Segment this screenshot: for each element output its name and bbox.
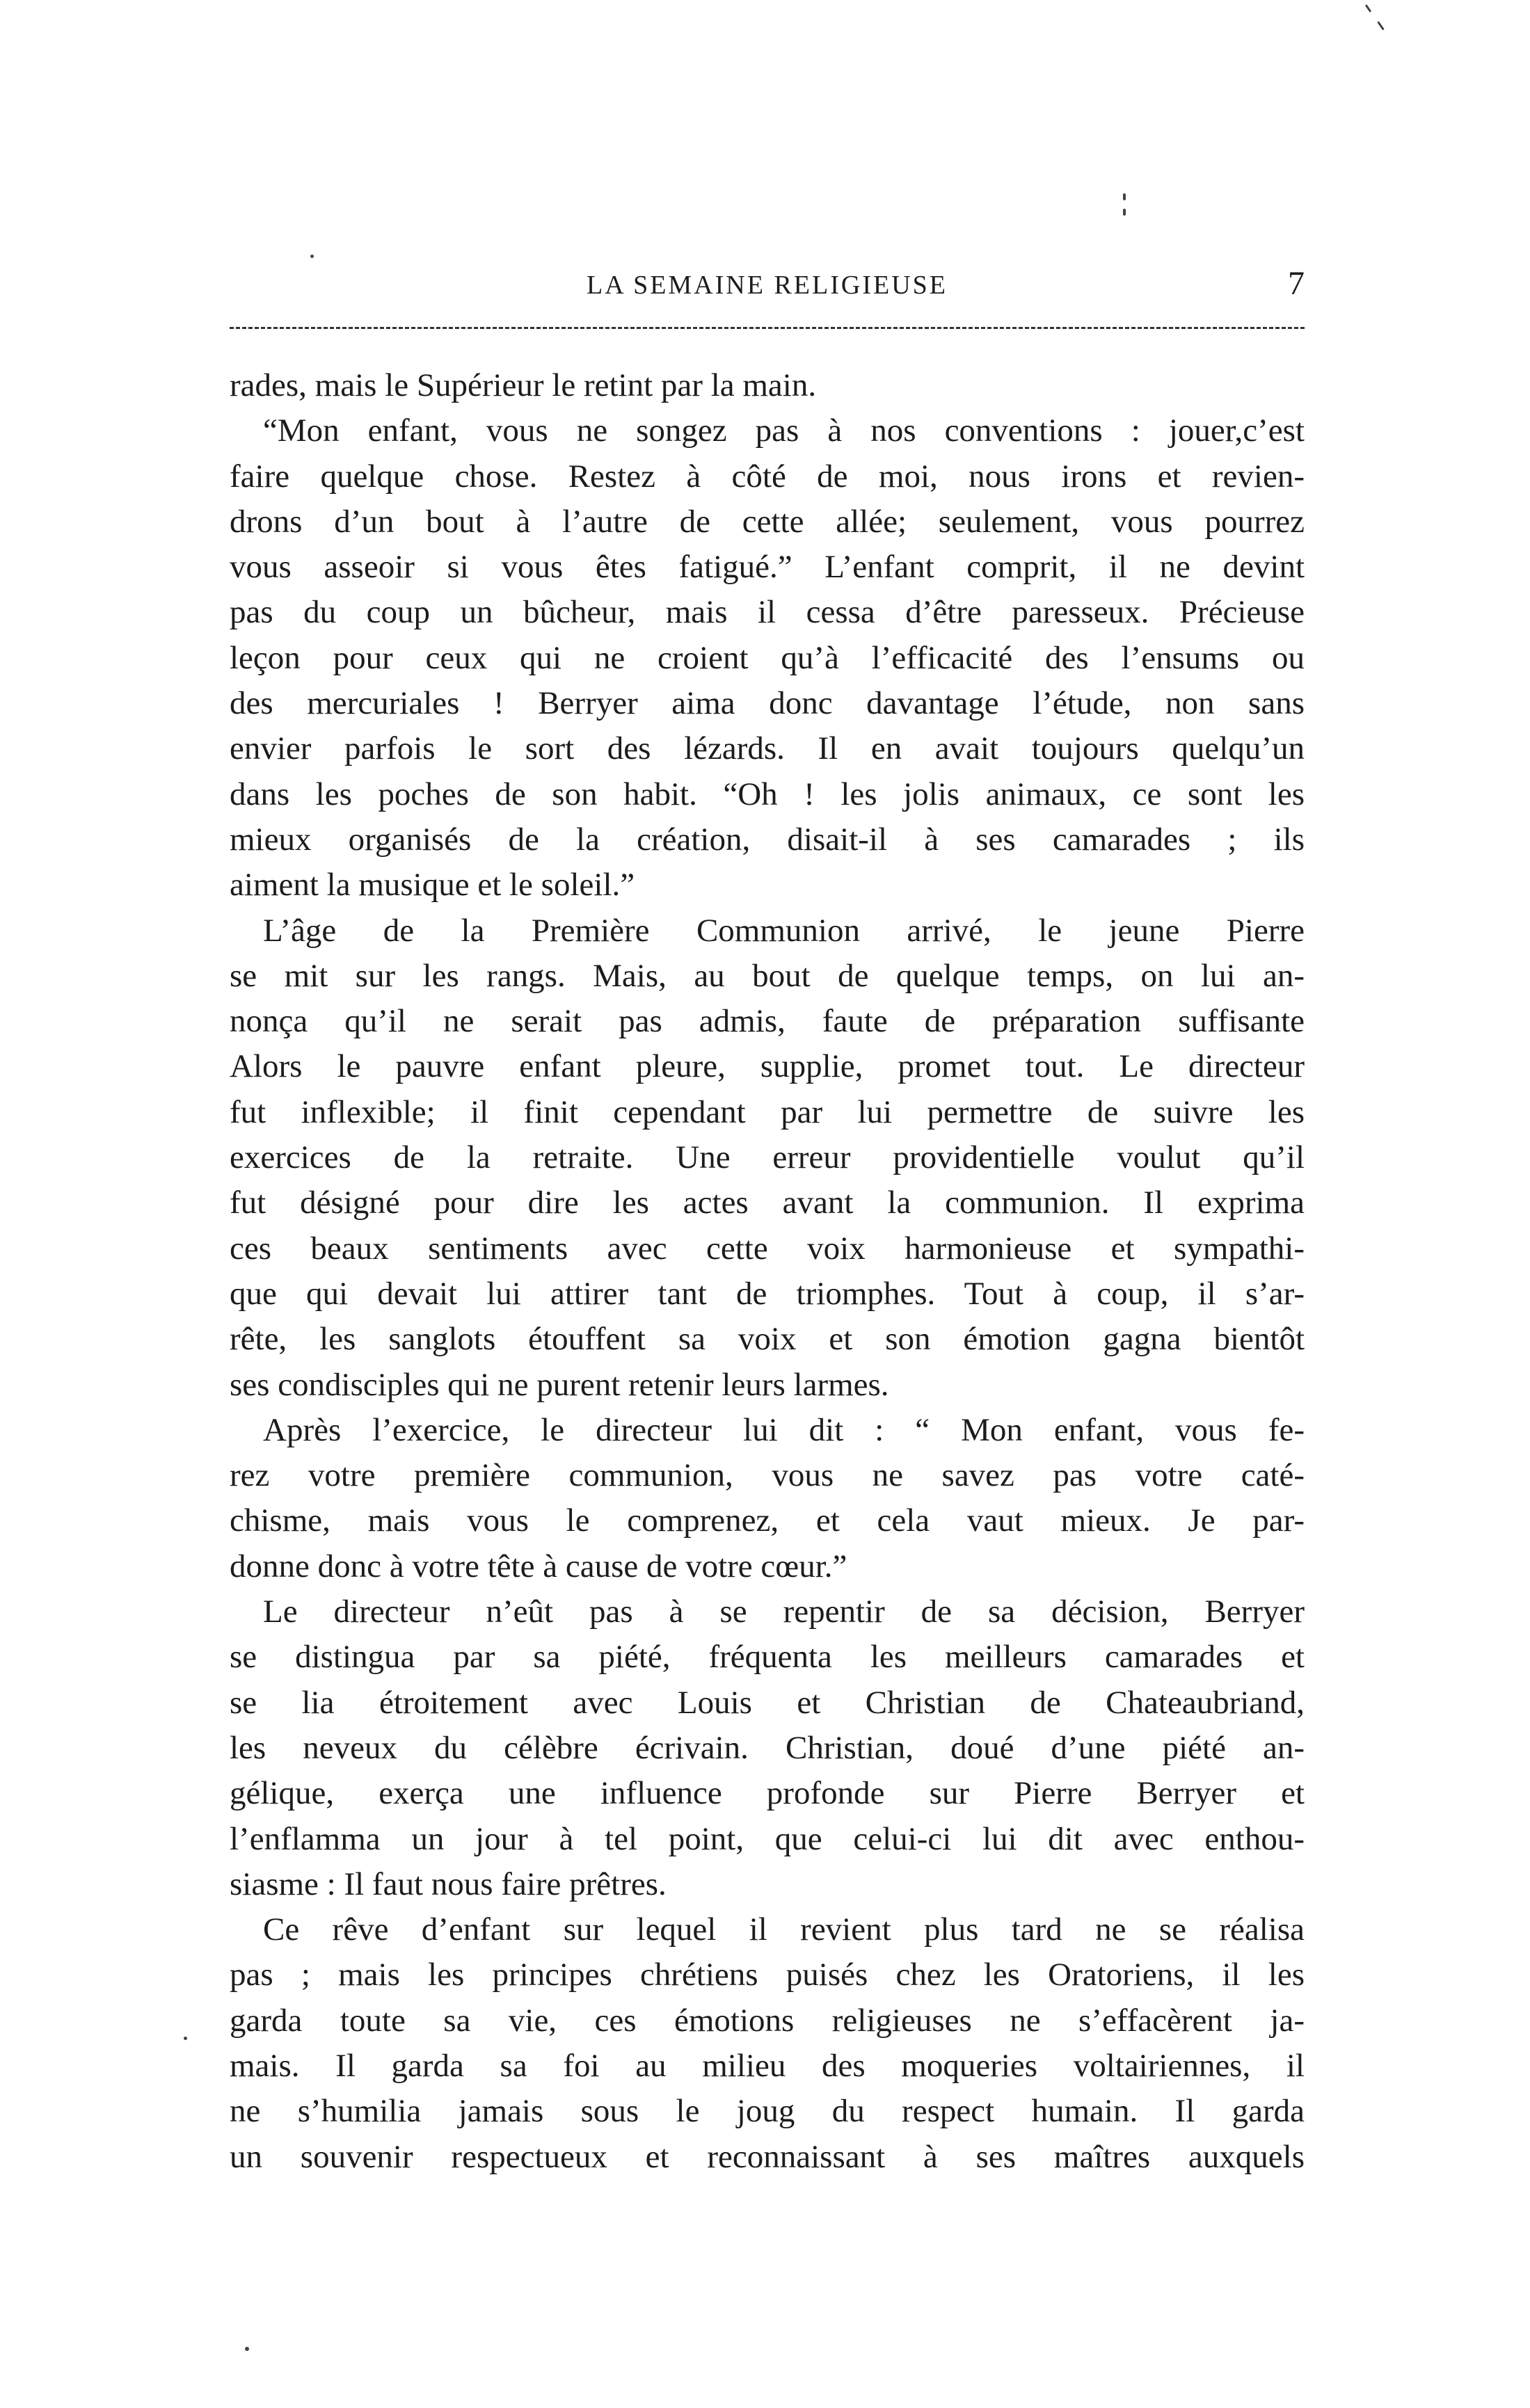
text-line: garda toute sa vie, ces émotions religieuses ne s’effacèrent ja- <box>230 2002 1305 2039</box>
text-line: Alors le pauvre enfant pleure, supplie, promet tout. Le directeur <box>230 1048 1305 1085</box>
text-line: leçon pour ceux qui ne croient qu’à l’efficacité des l’ensums ou <box>230 639 1305 676</box>
scan-speck <box>1123 209 1126 216</box>
scan-speck <box>184 2037 187 2040</box>
text-line: envier parfois le sort des lézards. Il en avait toujours quelqu’un <box>230 730 1305 767</box>
text-line: fut inflexible; il finit cependant par lui permettre de suivre les <box>230 1093 1305 1130</box>
text-line: se mit sur les rangs. Mais, au bout de quelque temps, on lui an- <box>230 957 1305 994</box>
text-line: siasme : Il faut nous faire prêtres. <box>230 1865 667 1902</box>
text-line: mieux organisés de la création, disait-il à ses camarades ; ils <box>230 821 1305 858</box>
text-line: drons d’un bout à l’autre de cette allée; seulement, vous pourrez <box>230 503 1305 540</box>
text-line: gélique, exerça une influence profonde sur Pierre Berryer et <box>230 1775 1305 1812</box>
text-line: pas du coup un bûcheur, mais il cessa d’être paresseux. Précieuse <box>230 594 1305 631</box>
text-line: mais. Il garda sa foi au milieu des moqueries voltairiennes, il <box>230 2047 1305 2084</box>
text-line: donne donc à votre tête à cause de votre cœur.” <box>230 1548 847 1584</box>
text-line: se distingua par sa piété, fréquenta les meilleurs camarades et <box>230 1639 1305 1676</box>
scan-speck <box>1365 4 1371 13</box>
scan-speck <box>1377 21 1384 30</box>
scan-speck <box>310 255 314 258</box>
text-line: les neveux du célèbre écrivain. Christian, doué d’une piété an- <box>230 1729 1305 1766</box>
text-line: aiment la musique et le soleil.” <box>230 867 635 904</box>
scan-speck <box>245 2347 249 2351</box>
text-line: que qui devait lui attirer tant de triomphes. Tout à coup, il s’ar- <box>230 1275 1305 1312</box>
text-line: rête, les sanglots étouffent sa voix et son émotion gagna bientôt <box>230 1321 1305 1358</box>
text-line: chisme, mais vous le comprenez, et cela vaut mieux. Je par- <box>230 1502 1305 1539</box>
text-line: rades, mais le Supérieur le retint par la main. <box>230 367 817 403</box>
text-line: ne s’humilia jamais sous le joug du respect humain. Il garda <box>230 2093 1305 2130</box>
text-line: ces beaux sentiments avec cette voix harmonieuse et sympathi- <box>230 1230 1305 1267</box>
text-line: pas ; mais les principes chrétiens puisés chez les Oratoriens, il les <box>230 1957 1305 1993</box>
running-title: LA SEMAINE RELIGIEUSE <box>587 271 948 300</box>
text-line: l’enflamma un jour à tel point, que celui-ci lui dit avec enthou- <box>230 1820 1305 1857</box>
text-line: faire quelque chose. Restez à côté de moi, nous irons et revien- <box>230 458 1305 495</box>
text-line: exercices de la retraite. Une erreur providentielle voulut qu’il <box>230 1139 1305 1176</box>
text-line: se lia étroitement avec Louis et Christian de Chateaubriand, <box>230 1684 1305 1721</box>
text-line: fut désigné pour dire les actes avant la communion. Il exprima <box>230 1185 1305 1221</box>
text-line: dans les poches de son habit. “Oh ! les jolis animaux, ce sont les <box>230 776 1305 812</box>
page-number: 7 <box>1288 265 1305 302</box>
text-line: Le directeur n’eût pas à se repentir de sa décision, Berryer <box>263 1594 1305 1630</box>
text-line: un souvenir respectueux et reconnaissant à ses maîtres auxquels <box>230 2138 1305 2175</box>
text-line: “Mon enfant, vous ne songez pas à nos conventions : jouer,c’est <box>263 412 1305 449</box>
text-line: Ce rêve d’enfant sur lequel il revient plus tard ne se réalisa <box>263 1911 1305 1948</box>
text-line: L’âge de la Première Communion arrivé, le jeune Pierre <box>263 912 1305 949</box>
text-line: ses condisciples qui ne purent retenir leurs larmes. <box>230 1366 889 1403</box>
text-line: rez votre première communion, vous ne savez pas votre caté- <box>230 1457 1305 1494</box>
text-line: des mercuriales ! Berryer aima donc davantage l’étude, non sans <box>230 685 1305 722</box>
text-line: nonça qu’il ne serait pas admis, faute de préparation suffisante <box>230 1003 1305 1040</box>
text-line: Après l’exercice, le directeur lui dit : “ Mon enfant, vous fe- <box>263 1411 1305 1448</box>
header-rule <box>230 327 1305 329</box>
text-line: vous asseoir si vous êtes fatigué.” L’enfant comprit, il ne devint <box>230 549 1305 586</box>
body-text <box>230 363 1305 2180</box>
scan-speck <box>1123 193 1126 200</box>
page-header <box>230 264 1305 313</box>
